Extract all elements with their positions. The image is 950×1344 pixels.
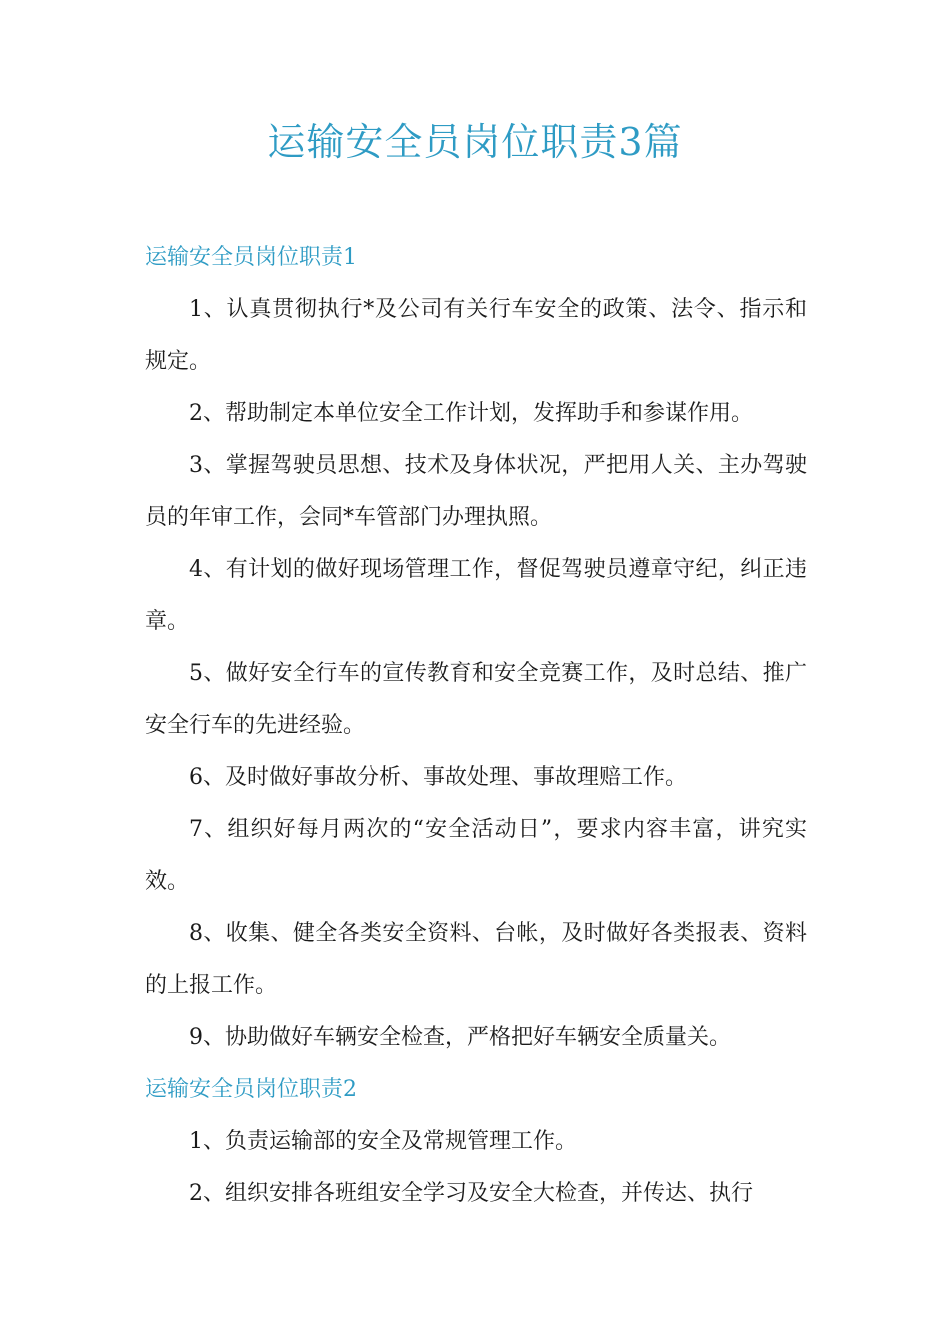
paragraph: 1、认真贯彻执行*及公司有关行车安全的政策、法令、指示和规定。 — [145, 297, 807, 374]
section-heading-2: 运输安全员岗位职责2 — [145, 1077, 357, 1102]
section-heading-1: 运输安全员岗位职责1 — [145, 245, 357, 270]
paragraph: 4、有计划的做好现场管理工作，督促驾驶员遵章守纪，纠正违章。 — [145, 557, 807, 634]
paragraph: 9、协助做好车辆安全检查，严格把好车辆安全质量关。 — [189, 1025, 731, 1050]
paragraph: 3、掌握驾驶员思想、技术及身体状况，严把用人关、主办驾驶员的年审工作，会同*车管部门办理执照。 — [145, 453, 807, 530]
paragraph: 2、组织安排各班组安全学习及安全大检查，并传达、执行 — [189, 1181, 753, 1206]
document-title: 运输安全员岗位职责3篇 — [267, 120, 683, 164]
paragraph: 6、及时做好事故分析、事故处理、事故理赔工作。 — [189, 765, 687, 790]
paragraph: 2、帮助制定本单位安全工作计划，发挥助手和参谋作用。 — [189, 401, 753, 426]
paragraph: 8、收集、健全各类安全资料、台帐，及时做好各类报表、资料的上报工作。 — [145, 921, 807, 998]
document-body — [145, 232, 807, 1220]
paragraph: 7、组织好每月两次的“安全活动日”，要求内容丰富，讲究实效。 — [145, 817, 807, 894]
paragraph: 5、做好安全行车的宣传教育和安全竞赛工作，及时总结、推广安全行车的先进经验。 — [145, 661, 807, 738]
paragraph: 1、负责运输部的安全及常规管理工作。 — [189, 1129, 577, 1154]
